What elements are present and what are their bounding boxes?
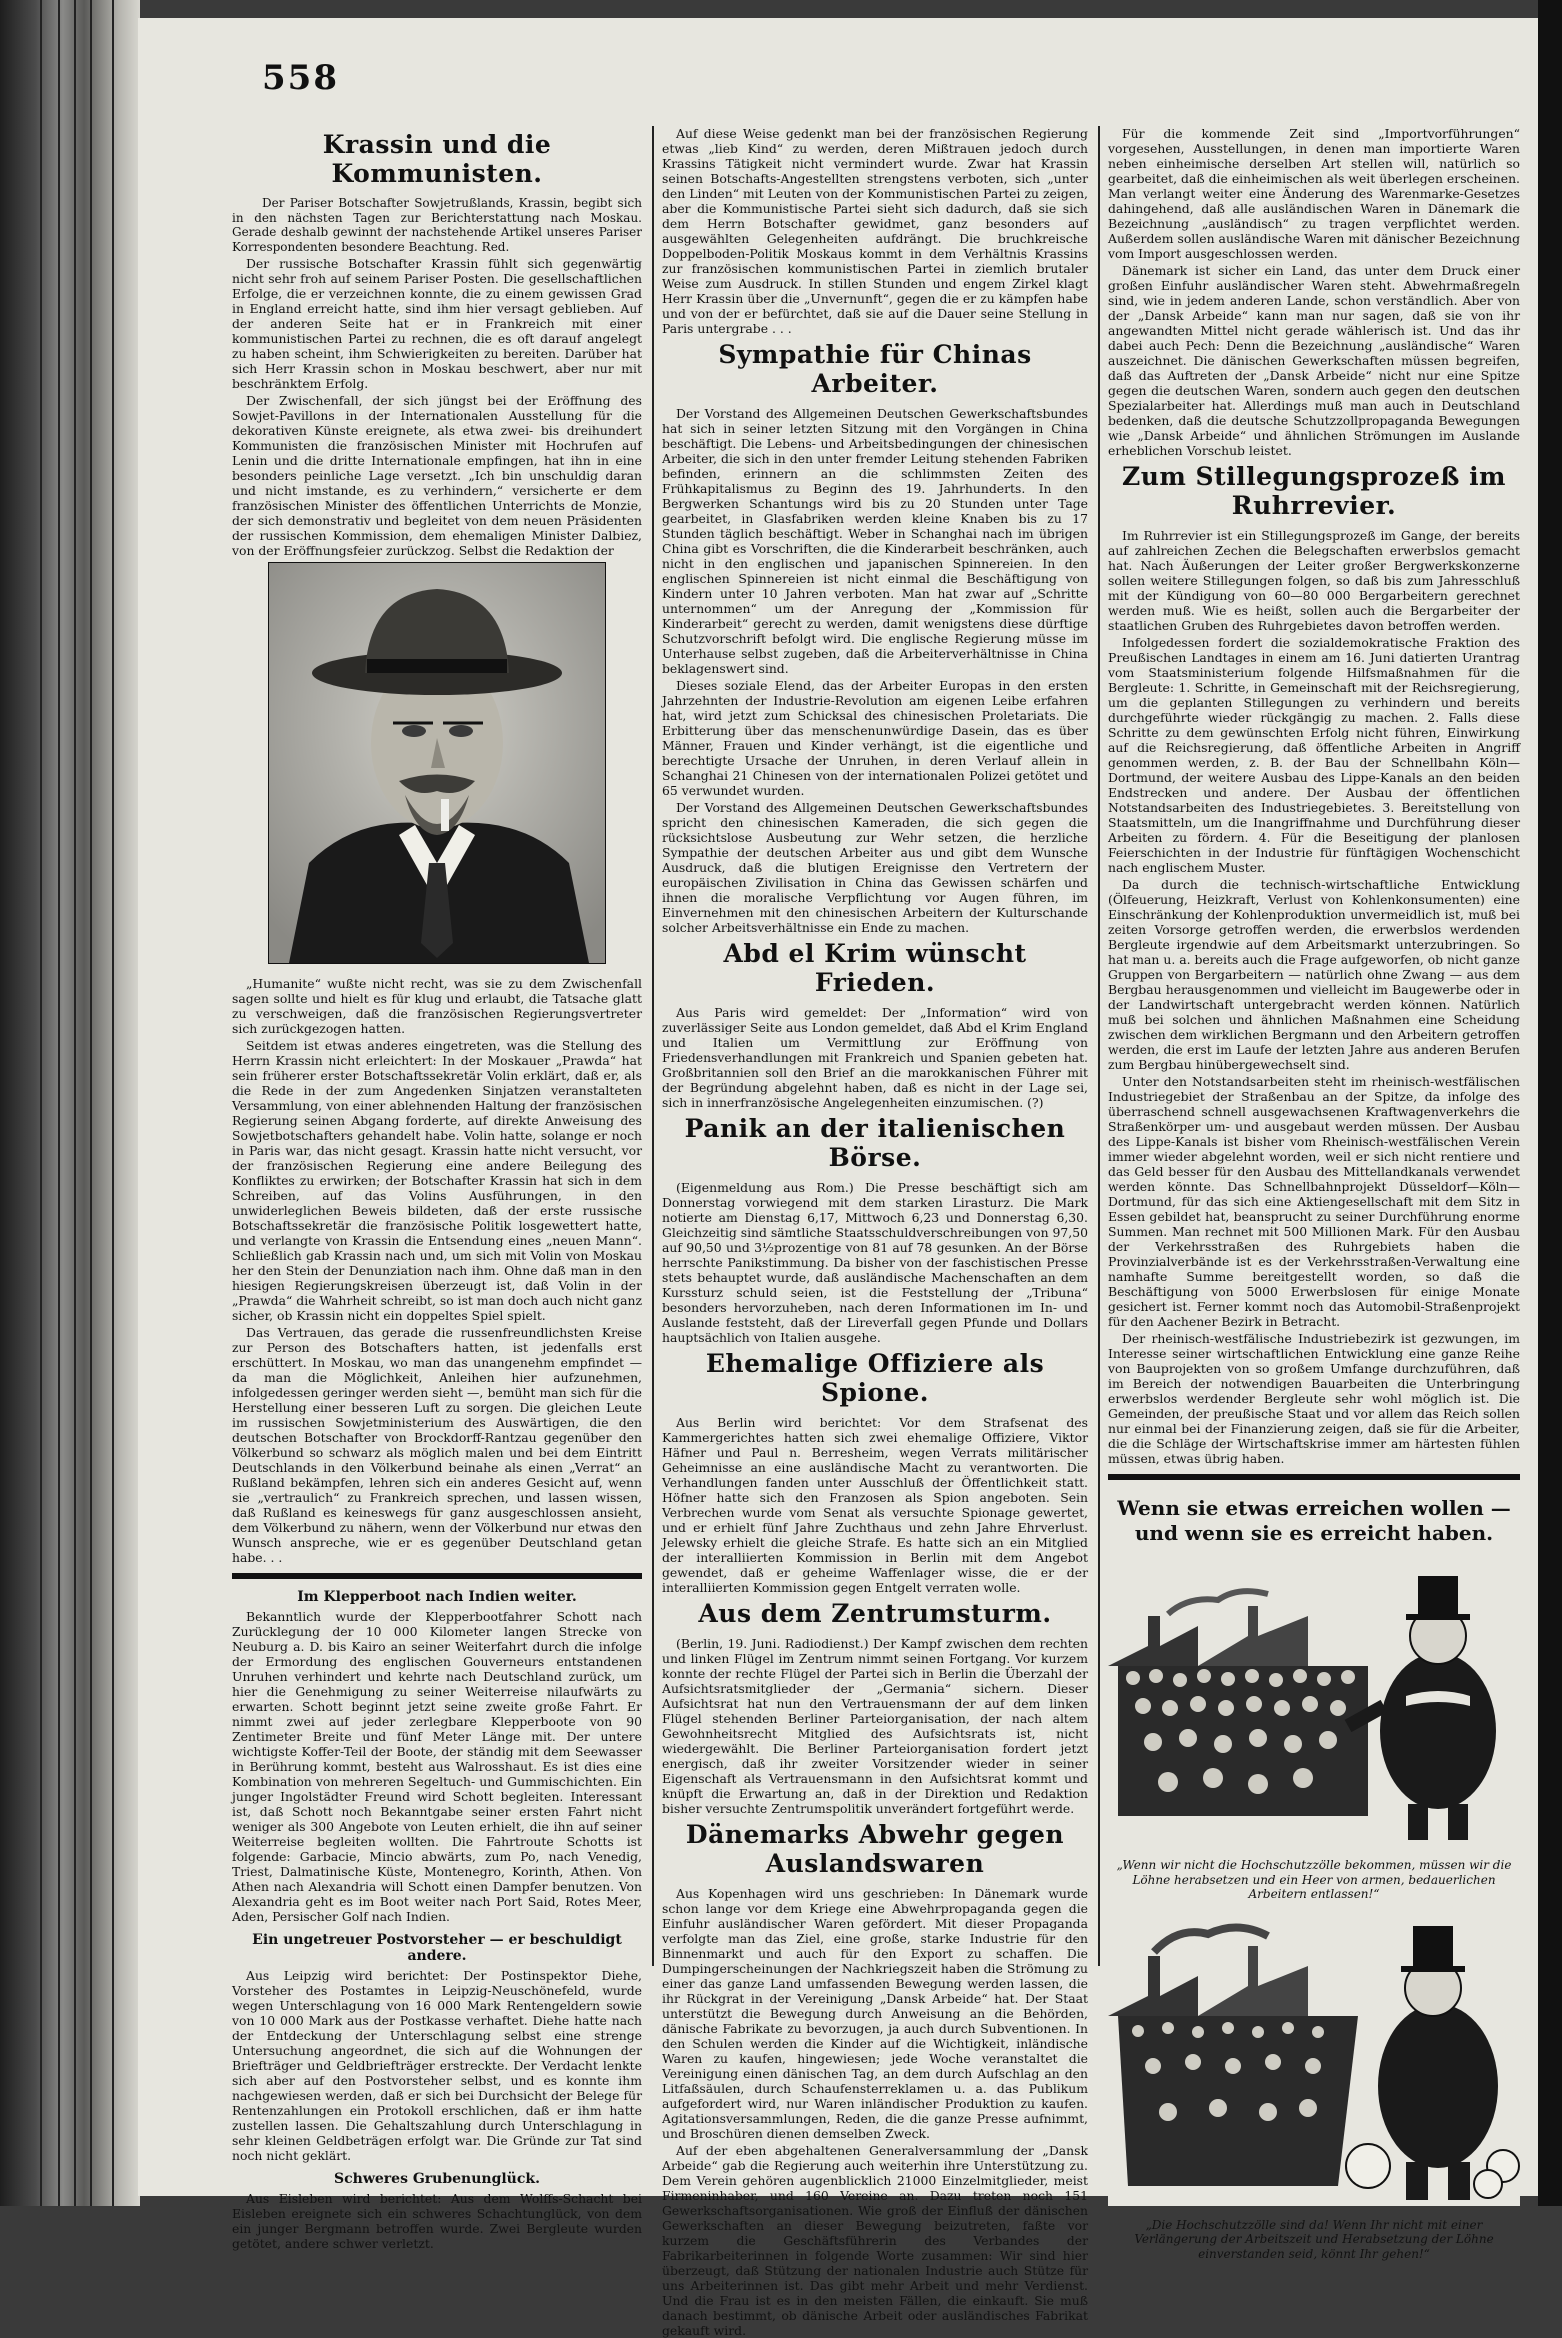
article-paragraph: Auf diese Weise gedenkt man bei der französischen Regierung etwas „lieb Kind“ zu werden, deren Mißtrauen jedoch durch Krassins Tätigkeit nicht vermindert wurde. Zwar hat Krassin seinen Botschafts-Angestellten strengstens verboten, sich „unter den Linden“ mit Leuten von der Kommunistischen Partei zu zeigen, aber die Kommunistische Partei sieht sich dadurch, daß sie sich dem Herrn Botschafter gewidmet, ganz besonders auf ausgewählten Gelegenheiten aufdrängt. Die bruchkreische Doppelboden-Politik Moskaus kommt in dem Verhältnis Krassins zur französischen kommunistischen Partei in ziemlich brutaler Weise zum Ausdruck. In stillen Stunden und engem Zirkel klagt Herr Krassin über die „Unvernunft“, gegen die er zu kämpfen habe und von der er befürchtet, daß sie auf die Dauer seine Stellung in Paris untergrabe . . .	[662, 126, 1088, 336]
article-paragraph: Aus Leipzig wird berichtet: Der Postinspektor Diehe, Vorsteher des Postamtes in Leipzig-Neuschönefeld, wurde wegen Unterschlagung von 16 000 Mark Rentengeldern sowie von 10 000 Mark aus der Postkasse verhaftet. Diehe hatte nach der Entdeckung der Unterschlagung selbst eine strenge Untersuchung angeordnet, die sich auf die Wohnungen der Briefträger und Geldbriefträger erstreckte. Der Verdacht lenkte sich aber auf den Postvorsteher selbst, und es konnte ihm nachgewiesen werden, daß er sich bei Durchsicht der Belege für Rentenzahlungen ein Protokoll erschlichen, daß er ihm hatte zustellen lassen. Die Gehaltszahlung durch Unterschlagung in sehr kleinen Geldbeträgen erfolgt war. Die Gründe zur Tat sind noch nicht geklärt.	[232, 1968, 642, 2163]
article-paragraph: Seitdem ist etwas anderes eingetreten, was die Stellung des Herrn Krassin nicht erleichtert: In der Moskauer „Prawda“ hat sein früherer erster Botschaftssekretär Volin erklärt, daß er, als die Rede in der zum Angedenken Sinjatzen veranstalteten Versammlung, von einer ablehnenden Haltung der französischen Regierung seinen Abgang forderte, auf direkte Anweisung des Sowjetbotschafters gehandelt habe. Volin hatte, solange er noch in Paris war, das nicht gesagt. Krassin hatte nicht versucht, vor der französischen Regierung eine andere Beilegung des Konfliktes zu erwirken; der Botschafter Krassin hat sich in dem Schreiben, auf das Volins Ausführungen, in den unwiderleglichen Beweis bildeten, daß der erste russische Botschaftssekretär die französische Politik losgewettert hatte, und verlangte von Krassin die Entsendung eines „neuen Mann“. Schließlich gab Krassin nach und, um sich mit Volin von Moskau her den Stein der Denunziation nach ihm. Ohne daß man in den hiesigen Regierungskreisen überzeugt ist, daß Volin in der „Prawda“ die Wahrheit schreibt, so ist man doch auch nicht ganz sicher, ob Krassin nicht ein doppeltes Spiel spielt.	[232, 1038, 642, 1323]
headline-china: Sympathie für Chinas Arbeiter.	[718, 340, 1032, 398]
article-paragraph: Im Ruhrrevier ist ein Stillegungsprozeß im Gange, der bereits auf zahlreichen Zechen die Belegschaften erwerbslos gemacht hat. Nach Äußerungen der Leiter großer Bergwerkskonzerne sollen weitere Stillegungen folgen, so daß bis zum Jahresschluß mit der Kündigung von 60—80 000 Bergarbeitern gerechnet werden muß. Wie es heißt, sollen auch die Bergarbeiter der staatlichen Gruben des Ruhrgebietes davon betroffen werden.	[1108, 528, 1520, 633]
cartoon-illustration-2	[1108, 1916, 1520, 2206]
article-paragraph: Aus Kopenhagen wird uns geschrieben: In Dänemark wurde schon lange vor dem Kriege eine Abwehrpropaganda gegen die Einfuhr ausländischer Waren gefördert. Mit dieser Propaganda verfolgte man das Ziel, eine große, starke Industrie für den Binnenmarkt und auch für den Export zu schaffen. Die Dumpingerscheinungen der Nachkriegszeit haben die Strömung zu einer das ganze Land umfassenden Bewegung werden lassen, die ihr Rückgrat in der Vereinigung „Dansk Arbeide“ hat. Der Staat unterstützt die Bewegung durch Anweisung an die Behörden, dänische Fabrikate zu bevorzugen, ja auch durch Subventionen. In den Schulen werden die Kinder auf die Wichtigkeit, inländische Waren zu kaufen, hingewiesen; jede Woche veranstaltet die Vereinigung einen dänischen Tag, an dem durch Aufschlag an den Litfaßsäulen, durch Schaufensterreklamen u. a. das Publikum aufgefordert wird, nur Waren inländischer Produktion zu kaufen. Agitationsversammlungen, Reden, die die ganze Presse aufnimmt, und Broschüren dienen demselben Zweck.	[662, 1886, 1088, 2141]
article-paragraph: Unter den Notstandsarbeiten steht im rheinisch-westfälischen Industriegebiet der Straßenbau an der Spitze, da infolge des überraschend schnell ausgewachsenen Kraftwagenverkehrs die Straßenkörper um- und ausgebaut werden müssen. Der Ausbau des Lippe-Kanals ist bisher vom Rheinisch-westfälischen Verein immer wieder abgelehnt worden, weil er sich nicht rentiere und das Geld besser für den Ausbau des Mittellandkanals verwendet werden könnte. Das Schnellbahnprojekt Düsseldorf—Köln—Dortmund, für das sich eine Aktiengesellschaft mit dem Sitz in Essen gebildet hat, beansprucht zu seiner Durchführung enorme Summen. Man rechnet mit 500 Millionen Mark. Für den Ausbau der Verkehrsstraßen des Ruhrgebiets haben die Provinzialverbände ist es der Verkehrsstraßen-Verwaltung eine namhafte Summe bereitgestellt worden, so daß die Beschäftigung von 5000 Erwerbslosen für einige Monate gesichert ist. Ferner kommt noch das Automobil-Straßenprojekt für den Aachener Bezirk in Betracht.	[1108, 1074, 1520, 1329]
cartoon-caption-1: „Wenn wir nicht die Hochschutzzölle bekommen, müssen wir die Löhne herabsetzen und ein Heer von armen, bedauerlichen Arbeitern entlassen!“	[1116, 1858, 1512, 1901]
article-paragraph: (Eigenmeldung aus Rom.) Die Presse beschäftigt sich am Donnerstag vorwiegend mit dem starken Lirasturz. Die Mark notierte am Dienstag 6,17, Mittwoch 6,23 und Donnerstag 6,30. Gleichzeitig sind sämtliche Staatsschuldverschreibungen von 97,50 auf 90,50 und 3½prozentige von 81 auf 78 gesunken. An der Börse herrschte Panikstimmung. Da bisher von der faschistischen Presse stets behauptet wurde, daß ausländische Machenschaften an dem Kurssturz schuld seien, ist die Feststellung der „Tribuna“ besonders hervorzuheben, nach deren Informationen im In- und Auslande feststeht, daß der Lireverfall gegen Pfunde und Dollars hauptsächlich von Italien ausgehe.	[662, 1180, 1088, 1345]
cartoon-title: Wenn sie etwas erreichen wollen — und wenn sie es erreicht haben.	[1117, 1496, 1511, 1545]
book-binding	[0, 0, 140, 2206]
article-paragraph: Der russische Botschafter Krassin fühlt sich gegenwärtig nicht sehr froh auf seinem Pariser Posten. Die gesellschaftlichen Erfolge, die er verzeichnen konnte, die zu einem gewissen Grad in England erreicht hatte, sind ihm hier versagt geblieben. Auf der anderen Seite hat er in Frankreich mit einer kommunistischen Partei zu rechnen, die es oft darauf angelegt zu haben scheint, ihm Schwierigkeiten zu bereiten. Darüber hat sich Herr Krassin schon in Moskau beschwert, aber nur mit beschränktem Erfolg.	[232, 256, 642, 391]
article-paragraph: Das Vertrauen, das gerade die russenfreundlichsten Kreise zur Person des Botschafters hatten, ist jedenfalls erst erschüttert. In Moskau, wo man das unangenehm empfindet — da man die Möglichkeit, Anleihen hier aufzunehmen, infolgedessen geringer werden sieht —, bemüht man sich für die Herstellung einer besseren Luft zu sorgen. Die gleichen Leute im russischen Sowjetministerium des Auswärtigen, die den deutschen Botschafter von Brockdorff-Rantzau gegenüber den Völkerbund so schwarz als möglich malen und bei dem Eintritt Deutschlands in den Völkerbund beinahe als einen „Verrat“ an Rußland bekämpfen, lehren sich ein anderes Gesicht auf, wenn sie „vertraulich“ zu Frankreich sprechen, und lassen wissen, daß Rußland es keineswegs für ganz ausgeschlossen ansieht, dem Völkerbund zu nähern, wenn der Völkerbund nur etwas den Wunsch anspreche, wie er es gegenüber Deutschland getan habe. . .	[232, 1325, 642, 1565]
article-paragraph: Infolgedessen fordert die sozialdemokratische Fraktion des Preußischen Landtages in einem am 16. Juni datierten Urantrag vom Staatsministerium folgende Hilfsmaßnahmen für die Bergleute: 1. Schritte, in Gemeinschaft mit der Reichsregierung, um die geplanten Stillegungen zu verhindern und bereits durchgeführte wieder rückgängig zu machen. 2. Falls diese Schritte zu dem gewünschten Erfolg nicht führen, Einwirkung auf die Reichsregierung, daß öffentliche Arbeiten in Angriff genommen werden, z. B. der Bau der Schnellbahn Köln—Dortmund, der weitere Ausbau des Lippe-Kanals an den beiden Endstrecken und andere. Der Ausbau der öffentlichen Notstandsarbeiten des Industriegebietes. 3. Bereitstellung von Staatsmitteln, um die Inangriffnahme und Durchführung dieser Arbeiten zu fördern. 4. Für die Beseitigung der planlosen Feierschichten in der Industrie für fünftägigen Wochenschicht nach englischem Muster.	[1108, 635, 1520, 875]
headline-postvorsteher: Ein ungetreuer Postvorsteher — er beschuldigt andere.	[252, 1932, 622, 1964]
section-divider	[232, 1573, 642, 1579]
column-rule	[652, 126, 654, 1966]
headline-spione: Ehemalige Offiziere als Spione.	[705, 1349, 1045, 1407]
article-paragraph: Für die kommende Zeit sind „Importvorführungen“ vorgesehen, Ausstellungen, in denen man importierte Waren neben einheimische derselben Art stellen will, natürlich so gearbeitet, daß die einheimischen als weit überlegen erscheinen. Man verlangt weiter eine Änderung des Warenmarke-Gesetzes dahingehend, daß alle ausländischen Waren in Dänemark die Bezeichnung „ausländisch“ zu tragen verpflichtet werden. Außerdem sollen ausländische Waren mit dänischer Bezeichnung vom Import ausgeschlossen werden.	[1108, 126, 1520, 261]
article-paragraph: „Humanite“ wußte nicht recht, was sie zu dem Zwischenfall sagen sollte und hielt es für klug und erlaubt, die Tatsache glatt zu verschweigen, daß die französischen Regierungsvertreter sich zurückgezogen hatten.	[232, 976, 642, 1036]
article-paragraph: Dieses soziale Elend, das der Arbeiter Europas in den ersten Jahrzehnten der Industrie-Revolution am eigenen Leibe erfahren hat, wird jetzt zum Schicksal des chinesischen Proletariats. Die Erbitterung über das menschenunwürdige Dasein, das es über Männer, Frauen und Kinder verhängt, ist die eigentliche und berechtigte Ursache der Unruhen, in deren Verlauf allein in Schanghai 21 Chinesen von der internationalen Polizei getötet und 65 verwundet wurden.	[662, 678, 1088, 798]
headline-klepperboot: Im Klepperboot nach Indien weiter.	[297, 1589, 577, 1605]
headline-ruhrrevier: Zum Stillegungsprozeß im Ruhrrevier.	[1121, 462, 1507, 520]
portrait-photo	[268, 562, 606, 964]
article-lead: Der Pariser Botschafter Sowjetrußlands, Krassin, begibt sich in den nächsten Tagen zur Berichterstattung nach Moskau. Gerade deshalb gewinnt der nachstehende Artikel unseres Pariser Korrespondenten besondere Beachtung. Red.	[232, 196, 642, 254]
scan-edge	[1538, 0, 1562, 2206]
article-paragraph: Da durch die technisch-wirtschaftliche Entwicklung (Ölfeuerung, Heizkraft, Verlust von Kohlenkonsumenten) eine Einschränkung der Kohlenproduktion unvermeidlich ist, muß bei zeiten Vorsorge getroffen werden, die erwerbslos werdenden Bergleute irgendwie auf dem Arbeitsmarkt unterzubringen. So hat man u. a. bereits auch die Frage aufgeworfen, ob nicht ganze Gruppen von Bergarbeitern — natürlich ohne Zwang — aus dem Bergbau herausgenommen und vielleicht im Baugewerbe oder in der Landwirtschaft untergebracht werden können. Natürlich muß bei solchen und ähnlichen Maßnahmen eine Scheidung zwischen dem wirklichen Bergmann und den Arbeitern getroffen werden, die erst im Laufe der letzten Jahre aus anderen Berufen zum Bergbau hinübergewechselt sind.	[1108, 877, 1520, 1072]
article-paragraph: Dänemark ist sicher ein Land, das unter dem Druck einer großen Einfuhr ausländischer Waren steht. Abwehrmaßregeln sind, wie in jedem anderen Lande, schon verständlich. Aber von der „Dansk Arbeide“ kann man nur sagen, daß sie von ihr angewandten Mittel nicht gerade wählerisch ist. Und das ihr dabei auch Pech: Denn die Bezeichnung „ausländische“ Waren auszeichnet. Die dänischen Gewerkschaften müssen begreifen, daß das Auftreten der „Dansk Arbeide“ nicht nur eine Spitze gegen die deutschen Waren, sondern auch gegen den deutschen Spezialarbeiter hat. Allerdings muß man auch in Deutschland bedenken, daß die deutsche Schutzzollpropaganda Bewegungen wie „Dansk Arbeide“ und ähnlichen Strömungen im Auslande erheblichen Vorschub leistet.	[1108, 263, 1520, 458]
column-2	[662, 126, 1088, 2338]
section-divider	[1108, 1474, 1520, 1480]
cartoon-illustration-1	[1108, 1556, 1520, 1846]
article-paragraph: (Berlin, 19. Juni. Radiodienst.) Der Kampf zwischen dem rechten und linken Flügel im Zentrum nimmt seinen Fortgang. Vor kurzem konnte der rechte Flügel der Partei sich in Berlin die Überzahl der Aufsichtsratsmitglieder der „Germania“ sichern. Dieser Aufsichtsrat hat nun den Vertrauensmann der auf dem linken Flügel stehenden Berliner Parteiorganisation, der nach altem Gewohnheitsrecht Mitglied des Aufsichtsrats ist, nicht wiedergewählt. Die Berliner Parteiorganisation fordert jetzt energisch, daß ihr zweiter Vorsitzender wieder in seiner Eigenschaft als Vertrauensmann in den Aufsichtsrat kommt und knüpft die Erwartung an, daß in der Direktion und Redaktion bisher versuchte Zentrumspolitik unverändert fortgeführt werde.	[662, 1636, 1088, 1816]
column-rule	[1098, 126, 1100, 1966]
headline-krassin: Krassin und die Kommunisten.	[322, 130, 552, 188]
article-paragraph: Bekanntlich wurde der Klepperbootfahrer Schott nach Zurücklegung der 10 000 Kilometer langen Strecke von Neuburg a. D. bis Kairo an seiner Weiterfahrt durch die infolge der Ermordung des englischen Gouverneurs entstandenen Unruhen verhindert und kehrte nach Deutschland zurück, um hier die Genehmigung zu seiner Weiterreise nilaufwärts zu erwarten. Schott beginnt jetzt seine zweite große Fahrt. Er nimmt zwei auf jeder zerlegbare Klepperboote von 90 Zentimeter Breite und fünf Meter Länge mit. Der untere wichtigste Koffer-Teil der Boote, der ständig mit dem Seewasser in Berührung kommt, besteht aus Walrosshaut. Es ist dies eine Kombination von mehreren Segeltuch- und Gummischichten. Ein junger Ingolstädter Freund wird Schott begleiten. Interessant ist, daß Schott noch Bekanntgabe seiner ersten Fahrt nicht weniger als 300 Angebote von Leuten erhielt, die ihn auf seiner Weiterreise begleiten wollten. Die Fahrtroute Schotts ist folgende: Garbacie, Mincio abwärts, zum Po, nach Venedig, Triest, Dalmatinische Küste, Montenegro, Korinth, Athen. Von Athen nach Alexandria will Schott einen Dampfer benutzen. Von Alexandria geht es im Boot weiter nach Port Said, Rotes Meer, Aden, Persischer Golf nach Indien.	[232, 1609, 642, 1924]
article-paragraph: Aus Eisleben wird berichtet: Aus dem Wolffs-Schacht bei Eisleben ereignete sich ein schweres Schachtunglück, von dem ein junger Bergmann betroffen wurde. Zwei Bergleute wurden getötet, andere schwer verletzt.	[232, 2191, 642, 2251]
column-1	[232, 126, 642, 2251]
article-paragraph: Aus Paris wird gemeldet: Der „Information“ wird von zuverlässiger Seite aus London gemeldet, daß Abd el Krim England und Italien um Vermittlung zur Eröffnung von Friedensverhandlungen mit Frankreich und Spanien gebeten hat. Großbritannien soll den Brief an die marokkanischen Führer mit der Begründung abgelehnt haben, daß es nicht in der Lage sei, sich in innerfranzösische Angelegenheiten einzumischen. (?)	[662, 1005, 1088, 1110]
article-paragraph: Der rheinisch-westfälische Industriebezirk ist gezwungen, im Interesse seiner wirtschaftlichen Entwicklung eine ganze Reihe von Bauprojekten von so großem Umfange durchzuführen, daß im Bereich der notwendigen Bauarbeiten die Unterbringung erwerbslos werdender Bergleute sehr wohl möglich ist. Die Gemeinden, der preußische Staat und vor allem das Reich sollen nur einmal bei der Finanzierung zeigen, daß sie für die Arbeiter, die die Schläge der Wirtschaftskrise immer am härtesten fühlen müssen, etwas übrig haben.	[1108, 1331, 1520, 1466]
article-paragraph: Der Vorstand des Allgemeinen Deutschen Gewerkschaftsbundes spricht den chinesischen Kameraden, die sich gegen die rücksichtslose Ausbeutung zur Wehr setzen, die herzliche Sympathie der deutschen Arbeiter aus und gibt dem Wunsche Ausdruck, daß die blutigen Ereignisse den Vertretern der europäischen Zivilisation in China das Gewissen schärfen und ihnen die moralische Verpflichtung vor Augen führen, im Einvernehmen mit den chinesischen Arbeitern der Kulturschande solcher Arbeitsverhältnisse ein Ende zu machen.	[662, 800, 1088, 935]
article-paragraph: Der Vorstand des Allgemeinen Deutschen Gewerkschaftsbundes hat sich in seiner letzten Sitzung mit den Vorgängen in China beschäftigt. Die Lebens- und Arbeitsbedingungen der chinesischen Arbeiter, die sich in den unter fremder Leitung stehenden Fabriken befinden, erinnern an die schlimmsten Zeiten des Frühkapitalismus zu Beginn des 19. Jahrhunderts. In den Bergwerken Schantungs wird bis zu 20 Stunden unter Tage gearbeitet, in Glasfabriken werden kleine Knaben bis zu 17 Stunden täglich beschäftigt. Weber in Schanghai nach im übrigen China gibt es Vorschriften, die die Kinderarbeit beschränken, auch nicht in den englischen und japanischen Spinnereien. In den englischen Spinnereien ist nicht einmal die Beschäftigung von Kindern unter 10 Jahren verboten. Man hat zwar auf „Schritte unternommen“ um der Anregung der „Kommission für Kinderarbeit“ gerecht zu werden, damit wenigstens diese dürftige Schutzvorschrift befolgt wird. Die englische Regierung müsse im Unterhause selbst zugeben, daß die Arbeiterverhältnisse in China beklagenswert sind.	[662, 406, 1088, 676]
headline-daenemark: Dänemarks Abwehr gegen Auslandswaren	[685, 1820, 1065, 1878]
headline-boerse: Panik an der italienischen Börse.	[684, 1114, 1066, 1172]
headline-zentrum: Aus dem Zentrumsturm.	[698, 1599, 1052, 1628]
article-paragraph: Aus Berlin wird berichtet: Vor dem Strafsenat des Kammergerichtes hatten sich zwei ehemalige Offiziere, Viktor Häfner und Paul n. Berresheim, wegen Verrats militärischer Geheimnisse an eine ausländische Macht zu verantworten. Die Verhandlungen fanden unter Ausschluß der Öffentlichkeit statt. Höfner hatte sich den Franzosen als Spion angeboten. Sein Verbrechen wurde vom Senat als versuchte Spionage gewertet, und er erhielt fünf Jahre Zuchthaus und zehn Jahre Ehrverlust. Jelewsky erhielt die gleiche Strafe. Es hatte sich an ein Mitglied der interalliierten Kommission in Berlin mit dem Angebot gewendet, daß er geheime Waffenlager wisse, die er der interalliierten Kommission gegen Entgelt verraten wolle.	[662, 1415, 1088, 1595]
column-3	[1108, 126, 1520, 2261]
article-paragraph: Der Zwischenfall, der sich jüngst bei der Eröffnung des Sowjet-Pavillons in der Internationalen Ausstellung für die dekorativen Künste ereignete, als etwa zwei- bis dreihundert Kommunisten die französischen Minister mit Hochrufen auf Lenin und die dritte Internationale empfingen, hat ihn in eine besonders peinliche Lage versetzt. „Ich bin unschuldig daran und nicht imstande, es zu verhindern,“ versicherte er dem französischen Minister des öffentlichen Unterrichts de Monzie, der sich demonstrativ und begleitet von dem neuen Präsidenten der russischen Kommission, dem ehemaligen Minister Dalbiez, von der Eröffnungsfeier zurückzog. Selbst die Redaktion der	[232, 393, 642, 558]
page-number: 558	[262, 58, 339, 98]
headline-abd-el-krim: Abd el Krim wünscht Frieden.	[723, 939, 1027, 997]
cartoon-caption-2: „Die Hochschutzzölle sind da! Wenn Ihr nicht mit einer Verlängerung der Arbeitszeit und Herabsetzung der Löhne einverstanden seid, könnt Ihr gehen!“	[1134, 2217, 1494, 2261]
headline-grubenunglueck: Schweres Grubenunglück.	[334, 2171, 540, 2187]
article-paragraph: Auf der eben abgehaltenen Generalversammlung der „Dansk Arbeide“ gab die Regierung auch weiterhin ihre Unterstützung zu. Dem Verein gehören augenblicklich 21000 Einzelmitglieder, meist Firmeninhaber, und 160 Vereine an. Dazu treten noch 151 Gewerkschaftsorganisationen. Wie groß der Einfluß der dänischen Gewerkschaften an dieser Bewegung beizutreten, faßte vor kurzem die Geschäftsführerin des Verbandes der Fabrikarbeiterinnen in folgende Worte zusammen: Wir sind hier überzeugt, daß Stützung der nationalen Industrie auch Stütze für uns Arbeiterinnen ist. Das gibt mehr Arbeit und mehr Verdienst. Und die Frau ist es in den meisten Fällen, die einkauft. Sie muß danach bestimmt, ob dänische Arbeit oder ausländisches Fabrikat gekauft wird.	[662, 2143, 1088, 2338]
